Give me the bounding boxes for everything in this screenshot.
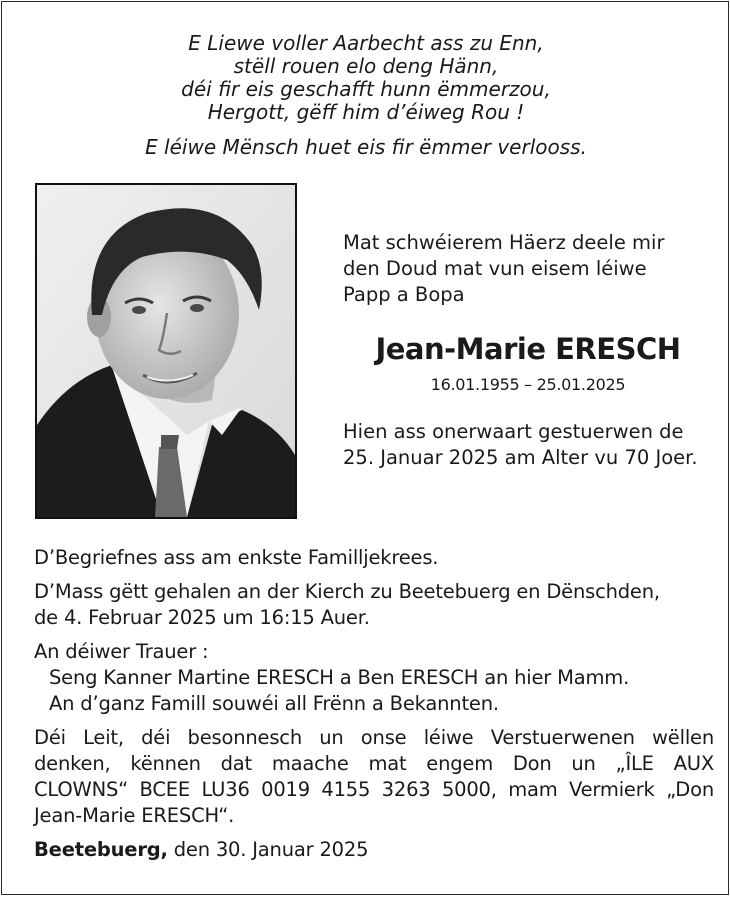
intro-line: Mat schwéierem Häerz deele mir	[343, 231, 665, 254]
donation-info	[34, 725, 714, 829]
poem-line: E Liewe voller Aarbecht ass zu Enn,	[188, 31, 544, 55]
signoff	[34, 837, 714, 863]
deceased-name: Jean-Marie ERESCH	[375, 332, 681, 366]
intro-line: Papp a Bopa	[343, 283, 465, 306]
mass-line: D’Mass gëtt gehalen an der Kierch zu Beetebuerg en Dënschden,	[34, 580, 660, 603]
mourners	[34, 639, 714, 717]
donation-line: denken, kënnen dat maache mat engem Don un „ÎLE AUX	[34, 752, 714, 775]
signoff-date: den 30. Januar 2025	[173, 838, 369, 861]
poem-line: déi fir eis geschafft hunn ëmmerzou,	[181, 77, 551, 101]
portrait-photo	[35, 183, 297, 519]
burial-info: D’Begriefnes ass am enkste Familljekrees.	[34, 546, 439, 569]
poem	[2, 32, 730, 124]
mourners-line: An d’ganz Famill souwéi all Frënn a Bekannten.	[49, 692, 499, 715]
donation-line: Jean-Marie ERESCH“.	[34, 804, 235, 827]
mourners-heading: An déiwer Trauer :	[34, 640, 209, 663]
signoff-place: Beetebuerg,	[34, 838, 168, 861]
obituary-notice	[1, 1, 729, 895]
mourners-line: Seng Kanner Martine ERESCH a Ben ERESCH an hier Mamm.	[49, 666, 630, 689]
death-notice-line: Hien ass onerwaart gestuerwen de	[343, 420, 684, 443]
intro-line: den Doud mat vun eisem léiwe	[343, 257, 647, 280]
intro-text	[343, 230, 713, 308]
poem-line: Hergott, gëff him d’éiweg Rou !	[207, 100, 525, 124]
poem-line: stëll rouen elo deng Hänn,	[233, 54, 499, 78]
death-notice-line: 25. Januar 2025 am Alter vu 70 Joer.	[343, 446, 698, 469]
portrait-image	[37, 185, 295, 517]
death-notice	[343, 419, 713, 471]
mass-line: de 4. Februar 2025 um 16:15 Auer.	[34, 606, 370, 629]
poem-subline: E léiwe Mënsch huet eis fir ëmmer verlooss.	[145, 135, 587, 159]
donation-line: Déi Leit, déi besonnesch un onse léiwe Verstuerwenen wëllen	[34, 726, 714, 749]
life-dates: 16.01.1955 – 25.01.2025	[430, 375, 626, 394]
mass-info	[34, 579, 714, 631]
notice-body	[34, 545, 714, 871]
donation-line: CLOWNS“ BCEE LU36 0019 4155 3263 5000, mam Vermierk „Don	[34, 778, 714, 801]
